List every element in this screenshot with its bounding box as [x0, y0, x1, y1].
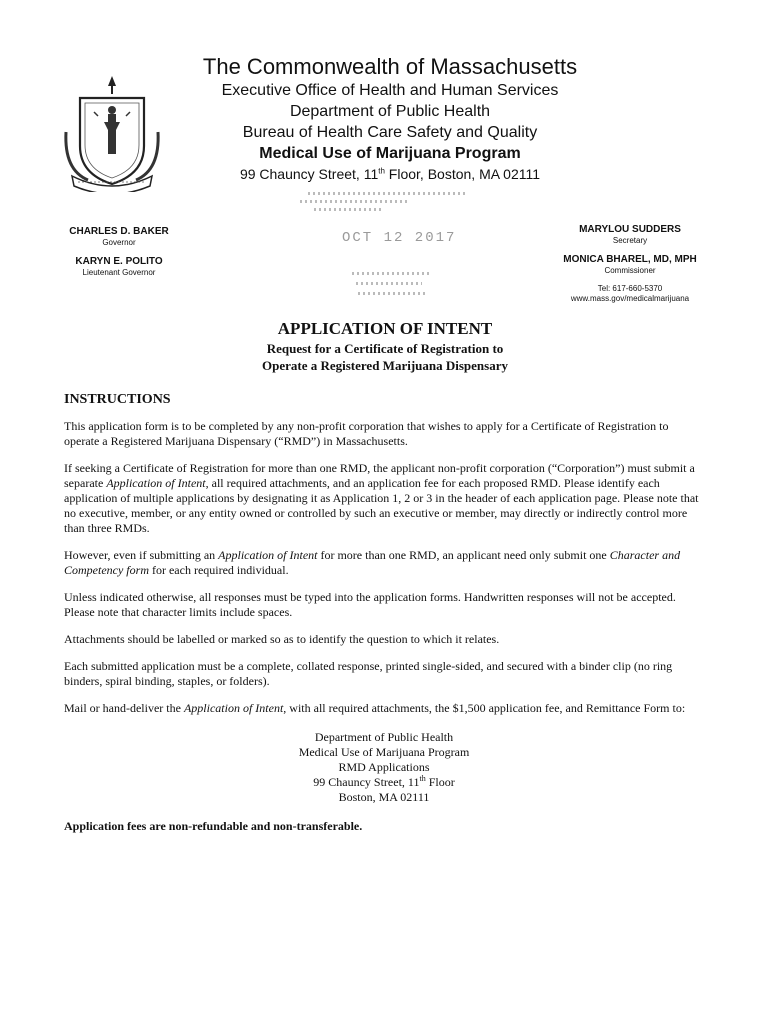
official-name: MARYLOU SUDDERS [579, 224, 681, 235]
form-title-block [200, 318, 570, 374]
letterhead-department: Department of Public Health [289, 103, 491, 120]
address-line: Boston, MA 02111 [338, 790, 430, 804]
address-line: Medical Use of Marijuana Program [298, 745, 470, 759]
official-name: CHARLES D. BAKER [69, 226, 169, 237]
letterhead-address: 99 Chauncy Street, 11th Floor, Boston, MA 02111 [239, 166, 541, 182]
instructions-paragraph-5: Attachments should be labelled or marked so as to identify the question to which it relates. [64, 632, 500, 646]
fee-notice: Application fees are non-refundable and non-transferable. [64, 819, 363, 833]
mailing-address [64, 730, 704, 805]
official-role: Lieutenant Governor [82, 268, 156, 277]
official-commissioner [560, 254, 700, 276]
official-name: MONICA BHAREL, MD, MPH [563, 254, 697, 265]
letterhead-bureau: Bureau of Health Care Safety and Quality [242, 124, 538, 141]
form-subtitle-1: Request for a Certificate of Registration to [266, 341, 504, 356]
official-role: Governor [102, 238, 136, 247]
official-lieutenant-governor [64, 256, 174, 278]
address-line: RMD Applications [338, 760, 430, 774]
address-line: 99 Chauncy Street, 11th Floor [313, 774, 455, 789]
official-name: KARYN E. POLITO [75, 256, 163, 267]
instructions-paragraph-6: Each submitted application must be a complete, collated response, printed single-sided, and secured with a binder clip (no ring binders, spiral binding, staples, or folders). [64, 659, 673, 688]
official-secretary [560, 224, 700, 246]
instructions-paragraph-4: Unless indicated otherwise, all responses must be typed into the application forms. Handwritten responses will not be accepted. Please note that character limits include spaces. [64, 590, 676, 619]
officials-left [64, 226, 174, 286]
letterhead [180, 54, 600, 184]
official-role: Commissioner [604, 266, 656, 275]
instructions-heading: INSTRUCTIONS [64, 392, 171, 407]
form-title: APPLICATION OF INTENT [277, 319, 493, 338]
instructions-paragraph-2: If seeking a Certificate of Registration for more than one RMD, the applicant non-profit corporation (“Corporation”) must submit a separate Application of Intent, all required attachments, and an application fee for each proposed RMD. Please identify each application of multiple applications by designating it as Application 1, 2 or 3 in the header of each application page. Please note that no executive, member, or any entity owned or controlled by such an executive or member, may directly or indirectly control more than three RMDs. [64, 461, 699, 535]
instructions-section [64, 392, 704, 846]
letterhead-office: Executive Office of Health and Human Services [221, 82, 559, 99]
instructions-paragraph-1: This application form is to be completed by any non-profit corporation that wishes to apply for a Certificate of Registration to operate a Registered Marijuana Dispensary (“RMD”) in Massachusetts. [64, 419, 669, 448]
instructions-paragraph-3: However, even if submitting an Application of Intent for more than one RMD, an applicant need only submit one Character and Competency form for each required individual. [64, 548, 681, 577]
contact-tel: Tel: 617-660-5370 [597, 284, 663, 293]
official-governor [64, 226, 174, 248]
stamp-date: OCT 12 2017 [342, 230, 457, 246]
received-stamp [300, 186, 490, 306]
official-role: Secretary [612, 236, 648, 245]
officials-right [560, 224, 700, 304]
address-line: Department of Public Health [314, 730, 454, 744]
form-subtitle-2: Operate a Registered Marijuana Dispensary [261, 358, 508, 373]
massachusetts-seal-icon [58, 72, 166, 192]
contact-website: www.mass.gov/medicalmarijuana [570, 294, 690, 303]
letterhead-title: The Commonwealth of Massachusetts [202, 54, 578, 79]
instructions-paragraph-7: Mail or hand-deliver the Application of Intent, with all required attachments, the $1,500 application fee, and Remittance Form to: [64, 701, 686, 715]
letterhead-program: Medical Use of Marijuana Program [259, 145, 521, 162]
